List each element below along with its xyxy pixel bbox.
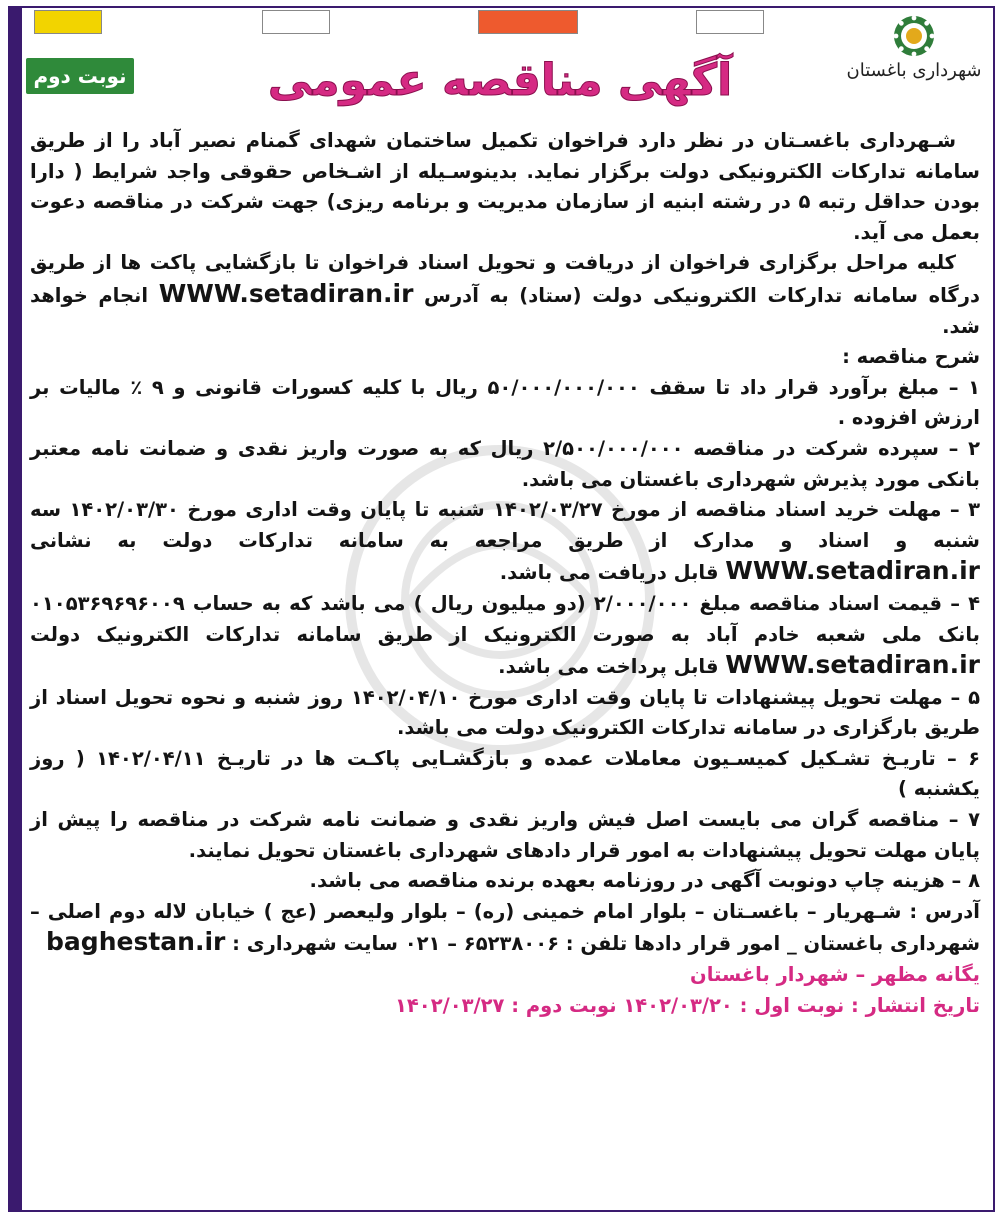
procedure-text-end: انجام خواهد شد. [30, 283, 980, 338]
description-heading: شرح مناقصه : [842, 345, 980, 369]
logo-text: شهرداری باغستان [846, 60, 982, 81]
procedure-text: کلیه مراحل برگزاری فراخوان از دریافت و تحویل اسناد فراخوان تا بازگشایی پاکت ها از طریق درگاه سامانه تدارکات الکترونیکی دولت (ستاد) به آدرس [30, 251, 980, 307]
item-8: ۸ – هزینه چاپ دونوبت آگهی در روزنامه بعهده برنده مناقصه می باشد. [309, 869, 980, 893]
color-swatch-orange [478, 10, 578, 34]
municipality-website-link[interactable]: baghestan.ir [46, 927, 226, 957]
color-swatch-white-2 [696, 10, 764, 34]
item-3-text: ۳ – مهلت خرید اسناد مناقصه از مورخ ۱۴۰۲/۰۳/۲۷ شنبه تا پایان وقت اداری مورخ ۱۴۰۲/۰۳/۳۰ سه شنبه و اسناد و مدارک از طریق مراجعه به سامانه تدارکات دولت به نشانی [30, 498, 980, 552]
procedure-paragraph [30, 248, 980, 342]
item-6: ۶ – تاریـخ تشـکیل کمیسـیون معاملات عمده و بازگشـایی پاکـت ها در تاریـخ ۱۴۰۲/۰۴/۱۱ ( روز یکشنبه ) [30, 746, 981, 801]
setadiran-link[interactable]: WWW.setadiran.ir [158, 278, 414, 308]
municipality-emblem-icon [892, 14, 936, 58]
item-3-text-end: قابل دریافت می باشد. [499, 561, 719, 585]
address-text: آدرس : شـهریار – باغسـتان – بلوار امام خمینی (ره) – بلوار ولیعصر (عج ) خیابان لاله دوم اصلی – شهرداری باغستان _ امور قرار دادها تلفن : ۶۵۲۳۸۰۰۶ – ۰۲۱ سایت شهرداری : [30, 899, 980, 956]
item-1: ۱ – مبلغ برآورد قرار داد تا سقف ۵۰/۰۰۰/۰۰۰/۰۰۰ ریال با کلیه کسورات قانونی و ۹ ٪ مالیات بر ارزش افزوده . [30, 375, 980, 430]
item-4-setadiran-link[interactable]: WWW.setadiran.ir [725, 650, 980, 680]
item-3 [30, 495, 980, 589]
item-5: ۵ – مهلت تحویل پیشنهادات تا پایان وقت اداری مورخ ۱۴۰۲/۰۴/۱۰ روز شنبه و نحوه تحویل اسناد از طریق بارگزاری در سامانه تدارکات الکترونیک دولت می باشد. [30, 685, 981, 740]
intro-paragraph: شـهرداری باغسـتان در نظر دارد فراخوان تکمیل ساختمان شهدای گمنام نصیر آباد را از طریق سامانه تدارکات الکترونیکی دولت برگزار نماید. بدینوسـیله از اشـخاص حقوقی واجد شرایط ( دارا بودن حداقل رتبه ۵ در رشته ابنیه از سازمان مدیریت و برنامه ریزی) جهت شرکت در مناقصه دعوت بعمل می آید. [30, 129, 981, 244]
municipality-logo [839, 14, 989, 94]
item-3-setadiran-link[interactable]: WWW.setadiran.ir [725, 556, 980, 586]
item-7: ۷ – مناقصه گران می بایست اصل فیش واریز نقدی و ضمانت نامه شرکت در مناقصه را پیش از پایان مهلت تحویل پیشنهادات به امور قرار دادهای شهرداری باغستان تحویل نمایند. [30, 808, 980, 862]
publication-dates: تاریخ انتشار : نوبت اول : ۱۴۰۲/۰۳/۲۰ نوبت دوم : ۱۴۰۲/۰۳/۲۷ [395, 993, 980, 1017]
announcement-body [30, 126, 980, 1021]
item-4 [30, 589, 980, 683]
item-2: ۲ – سپرده شرکت در مناقصه ۲/۵۰۰/۰۰۰/۰۰۰ ریال که به صورت واریز نقدی و ضمانت نامه معتبر بانکی مورد پذیرش شهرداری باغستان می باشد. [30, 436, 980, 491]
color-swatch-white [262, 10, 330, 34]
item-4-text: ۴ – قیمت اسناد مناقصه مبلغ ۲/۰۰۰/۰۰۰ (دو میلیون ریال ) می باشد که به حساب ۰۱۰۵۳۶۹۶۹۶۰۰۹ بانک ملی شعبه خادم آباد به صورت الکترونیک از طریق سامانه تدارکات الکترونیک دولت [30, 591, 980, 646]
color-swatch-yellow [34, 10, 102, 34]
page-title: آگهی مناقصه عمومی [267, 55, 733, 106]
item-4-text-end: قابل پرداخت می باشد. [498, 655, 719, 679]
publication-turn-badge: نوبت دوم [26, 58, 134, 94]
address-line [30, 897, 980, 960]
signature: یگانه مظهر – شهردار باغستان [690, 963, 980, 987]
